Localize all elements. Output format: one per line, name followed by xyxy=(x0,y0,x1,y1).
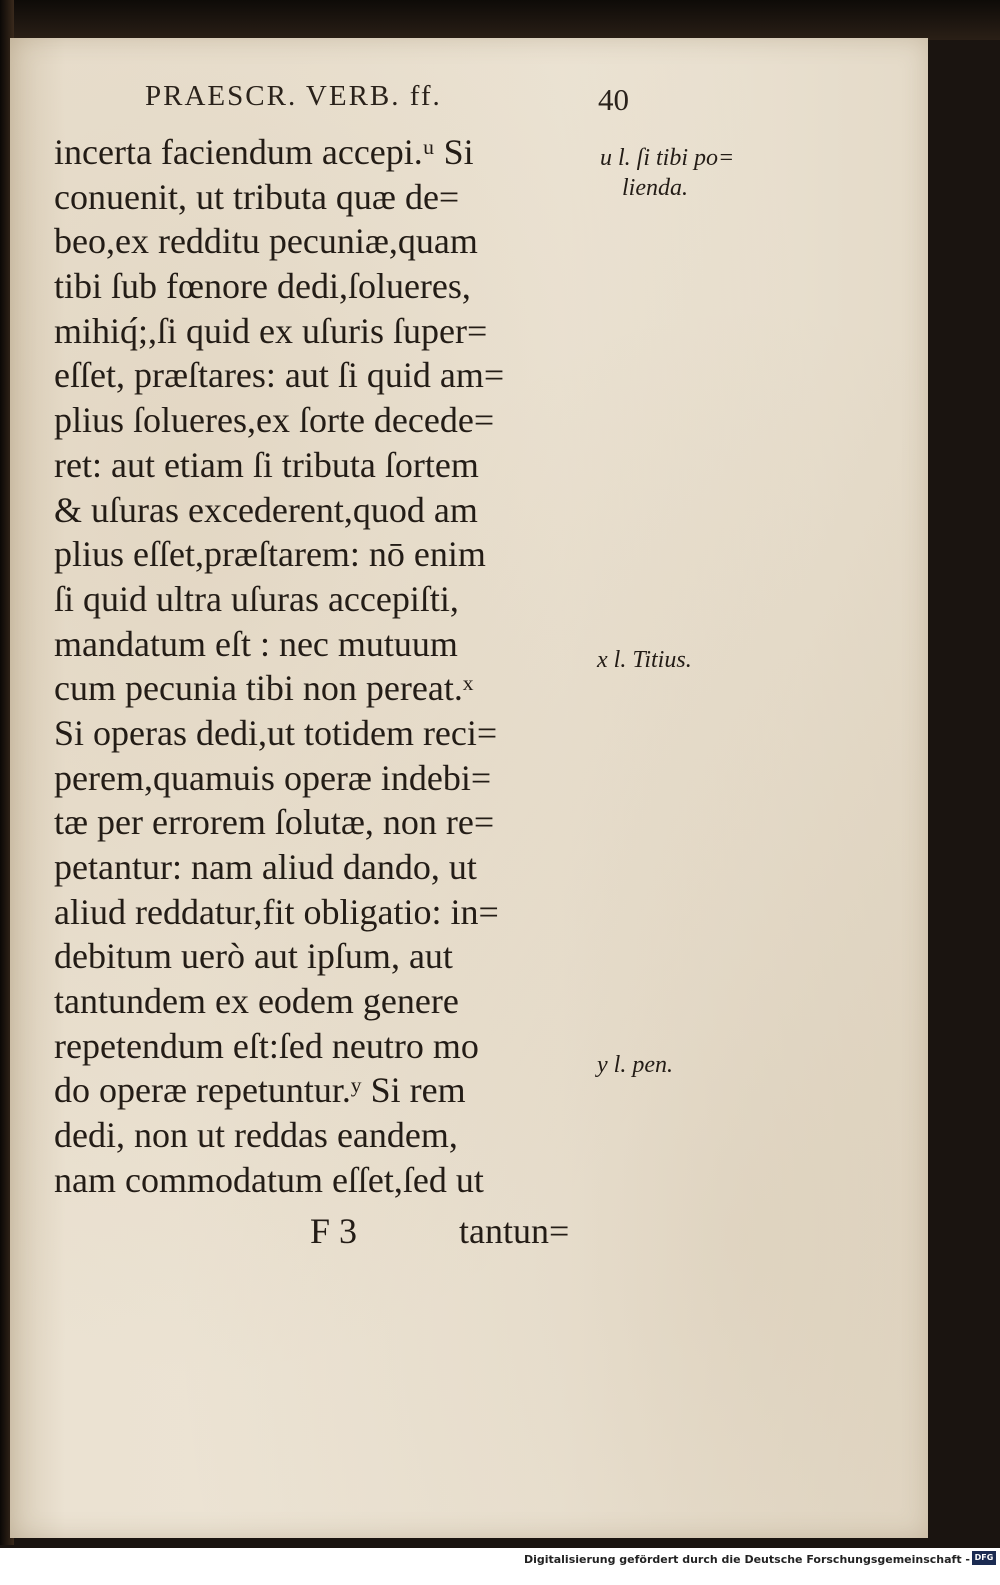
text-line: petantur: nam aliud dando, ut xyxy=(54,847,477,887)
marginal-note-line: x l. Titius. xyxy=(597,647,692,673)
signature-mark: F 3 xyxy=(310,1211,358,1251)
marginal-note-line: u l. ſi tibi po= xyxy=(600,145,735,171)
text-line: debitum uerò aut ipſum, aut xyxy=(54,936,453,977)
marginal-note-u xyxy=(600,143,734,203)
text-line: conuenit, ut tributa quæ de= xyxy=(54,176,460,217)
text-line: aliud reddatur,fit obligatio: in= xyxy=(54,891,499,932)
text-line: tibi ſub fœnore dedi,ſolueres, xyxy=(54,266,471,307)
text-line: tantundem ex eodem genere xyxy=(54,981,459,1022)
marginal-note-y xyxy=(597,1050,673,1080)
text-line: mandatum eſt : nec mutuum xyxy=(54,623,458,664)
text-line: do operæ repetuntur.ʸ Si rem xyxy=(54,1070,466,1111)
text-line: mihiq́;,ſi quid ex uſuris ſuper= xyxy=(54,310,488,351)
marginal-note-x xyxy=(597,645,692,675)
text-line: repetendum eſt:ſed neutro mo xyxy=(54,1025,479,1066)
text-line: tæ per errorem ſolutæ, non re= xyxy=(54,802,495,843)
text-line: perem,quamuis operæ indebi= xyxy=(54,757,492,798)
text-line: ret: aut etiam ſi tributa ſortem xyxy=(54,444,479,485)
text-line: beo,ex redditu pecuniæ,quam xyxy=(54,221,478,262)
text-line: cum pecunia tibi non pereat.ˣ xyxy=(54,668,474,709)
dfg-logo-icon: DFG xyxy=(972,1551,996,1565)
text-line: eſſet, præſtares: aut ſi quid am= xyxy=(54,355,505,396)
funding-credit: Digitalisierung gefördert durch die Deutsche Forschungsgemeinschaft - xyxy=(523,1553,970,1566)
text-line: plius ſolueres,ex ſorte decede= xyxy=(54,400,495,441)
catchline xyxy=(310,1210,600,1252)
main-text-block xyxy=(54,130,594,1203)
text-line: ſi quid ultra uſuras accepiſti, xyxy=(54,578,459,619)
text-line: plius eſſet,præſtarem: nō enim xyxy=(54,534,486,575)
folio-number: 40 xyxy=(598,82,629,117)
text-line: Si operas dedi,ut totidem reci= xyxy=(54,712,498,753)
text-line: nam commodatum eſſet,ſed ut xyxy=(54,1159,484,1200)
marginal-note-line: lienda. xyxy=(622,175,688,201)
text-line: incerta faciendum accepi.ᵘ Si xyxy=(54,132,474,172)
catchword: tantun= xyxy=(459,1211,570,1251)
marginal-note-line: y l. pen. xyxy=(597,1052,673,1078)
running-title: PRAESCR. VERB. ff. xyxy=(145,80,442,112)
scan-background-top xyxy=(0,0,1000,40)
text-line: & uſuras excederent,quod am xyxy=(54,489,478,530)
text-line: dedi, non ut reddas eandem, xyxy=(54,1115,458,1156)
